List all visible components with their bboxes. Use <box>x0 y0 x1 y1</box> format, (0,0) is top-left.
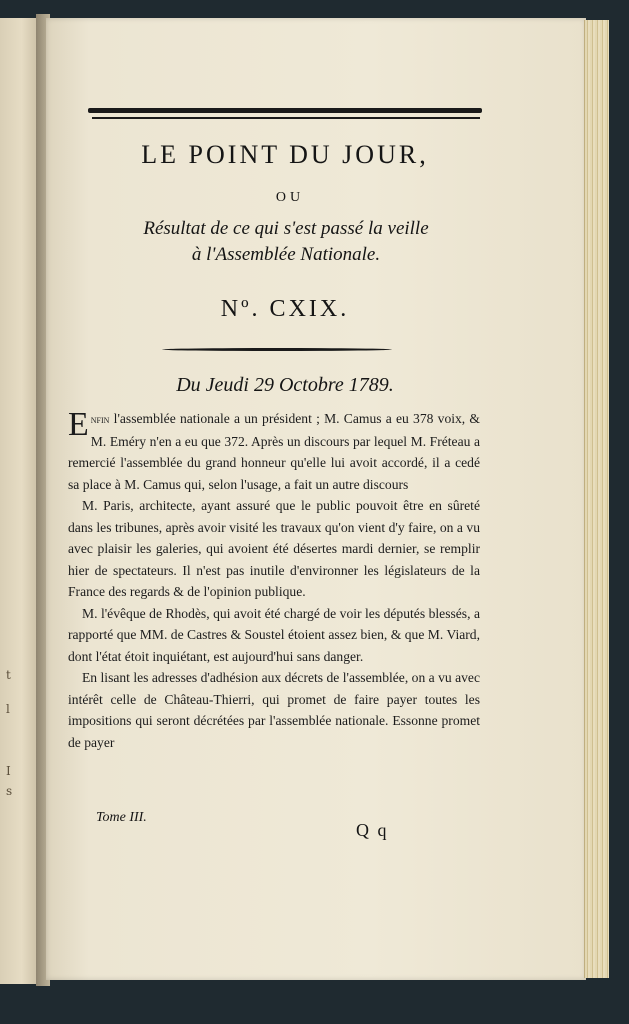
left-page-edge <box>0 18 38 984</box>
paragraph-1-text: l'assemblée nationale a un président ; M. Camus a eu 378 voix, & M. Eméry n'en a eu que 372. Après un discours par lequel M. Fréteau a remercié l'assemblée du grand honneur qu'elle lui avoit accordé, il a cedé sa place à M. Camus qui, selon l'usage, a fait un autre discours <box>68 411 480 492</box>
drop-cap: E <box>68 406 89 443</box>
issue-number: Nº. CXIX. <box>220 296 350 322</box>
left-page-mark: t <box>6 668 11 682</box>
page-block-edge <box>584 20 609 978</box>
paragraph-1 <box>68 408 480 495</box>
opening-word: nfin <box>90 412 110 426</box>
left-page-mark: s <box>6 784 13 798</box>
signature-mark: Q q <box>356 820 389 840</box>
header-rule-thin <box>92 117 480 119</box>
paragraph-4: En lisant les adresses d'adhésion aux décrets de l'assemblée, on a vu avec intérêt celle de Château-Thierri, qui promet de faire payer toutes les impositions qui seront décrétées par l'assemblée nationale. Essonne promet de payer <box>68 670 480 750</box>
title-conjunction: OU <box>275 190 305 205</box>
left-page-mark: l <box>6 702 10 716</box>
journal-subtitle <box>76 216 496 268</box>
subtitle-line-2: à l'Assemblée Nationale. <box>191 244 381 265</box>
section-rule <box>162 348 392 351</box>
paragraph-3: M. l'évêque de Rhodès, qui avoit été chargé de voir les députés blessés, a rapporté que MM. de Castres & Soustel étoient assez bien, & que M. Viard, dont l'état étoit inquiétant, est aujourd'hui sans danger. <box>68 605 480 664</box>
volume-label: Tome III. <box>96 810 147 825</box>
session-date: Du Jeudi 29 Octobre 1789. <box>176 374 394 396</box>
subtitle-line-1: Résultat de ce qui s'est passé la veille <box>143 218 429 239</box>
journal-title: LE POINT DU JOUR, <box>141 140 429 169</box>
header-rule-thick <box>88 108 482 113</box>
paragraph-2: M. Paris, architecte, ayant assuré que le public pouvoit être en sûreté dans les tribunes, après avoir visité les travaux qu'on vient d'y faire, on a vu avec plaisir les galeries, qui avoient été désertes mardi dernier, se remplir hier de spectateurs. Il n'est pas inutile d'environner les législateurs de la France des regards & de l'opinion publique. <box>68 498 480 599</box>
article-body <box>68 408 480 753</box>
left-page-mark: I <box>6 764 11 778</box>
